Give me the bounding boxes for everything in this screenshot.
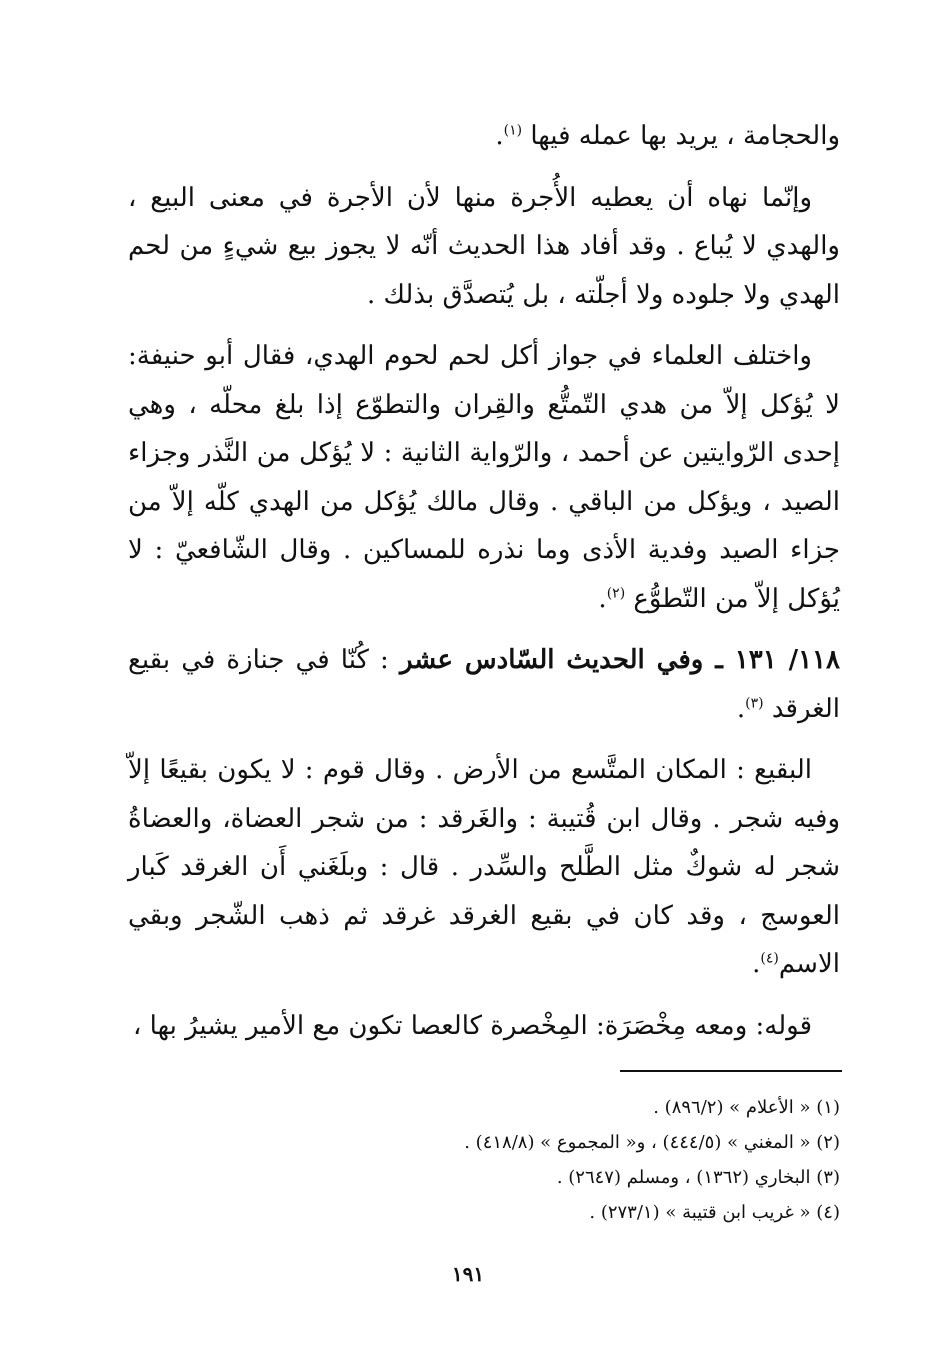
paragraph-6-text: قوله: ومعه مِخْصَرَة: المِخْصرة كالعصا تكون مع الأمير يشيرُ بها ، (133, 1010, 812, 1041)
paragraph-2 (128, 174, 840, 320)
paragraph-3 (128, 332, 840, 623)
footnote-3: (٣) البخاري (١٣٦٢) ، ومسلم (٢٦٤٧) . (556, 1167, 840, 1188)
paragraph-3-text: واختلف العلماء في جواز أكل لحم لحوم الهدي، فقال أبو حنيفة: لا يُؤكل إلاّ من هدي التّمتُّع والقِران والتطوّع إذا بلغ محلّه ، وهي إحدى الرّوايتين عن أحمد ، والرّواية الثانية : لا يُؤكل من النَّذر وجزاء الصيد ، ويؤكل من الباقي . وقال مالك يُؤكل من الهدي كلّه إلاّ من جزاء الصيد وفدية الأذى وما نذره للمساكين . وقال الشّافعيّ : لا يُؤكل إلاّ من التّطوُّع (128, 341, 840, 614)
paragraph-6 (128, 1002, 840, 1051)
footnote-ref-3: (٣) (745, 694, 764, 711)
paragraph-1-end: . (495, 121, 504, 151)
footnote-1: (١) « الأعلام » (٨٩٦/٢) . (653, 1097, 840, 1118)
hadith-heading: ١١٨/ ١٣١ ـ وفي الحديث السّادس عشر (399, 645, 840, 675)
paragraph-1-text: والحجامة ، يريد بها عمله فيها (530, 121, 840, 151)
footnote-2: (٢) « المغني » (٤٤٤/٥) ، و« المجموع » (٤١٨/٨) . (464, 1132, 840, 1153)
footnote-4: (٤) « غريب ابن قتيبة » (٢٧٣/١) . (589, 1202, 840, 1223)
hadith-paragraph (128, 636, 840, 733)
paragraph-1 (128, 112, 840, 161)
paragraph-5-text: البقيع : المكان المتَّسع من الأرض . وقال قوم : لا يكون بقيعًا إلاّ وفيه شجر . وقال ابن قُتيبة : والغَرقد : من شجر العضاة، والعضاةُ شجر له شوكٌ مثل الطَّلح والسِّدر . قال : وبلَغَني أَن الغرقد كَبار العوسج ، وقد كان في بقيع الغرقد غرقد ثم ذهب الشّجر وبقي الاسم (128, 755, 840, 979)
paragraph-5 (128, 746, 840, 989)
footnote-separator (620, 1070, 842, 1072)
main-text (128, 112, 840, 1063)
paragraph-2-text: وإنّما نهاه أن يعطيه الأُجرة منها لأن الأجرة في معنى البيع ، والهدي لا يُباع . وقد أفاد هذا الحديث أنّه لا يجوز بيع شيءٍ من لحم الهدي ولا جلوده ولا أجلّته ، بل يُتصدَّق بذلك . (128, 182, 840, 310)
footnotes (300, 1090, 840, 1230)
footnote-ref-1: (١) (503, 122, 523, 139)
page-number: ١٩١ (451, 1262, 485, 1286)
paragraph-3-end: . (598, 583, 607, 614)
footnote-ref-2: (٢) (606, 584, 626, 601)
hadith-end: . (736, 693, 746, 724)
hadith-text: : كُنّا في جنازة في بقيع الغرقد (128, 645, 840, 724)
paragraph-5-end: . (752, 949, 761, 979)
footnote-ref-4: (٤) (760, 950, 779, 967)
